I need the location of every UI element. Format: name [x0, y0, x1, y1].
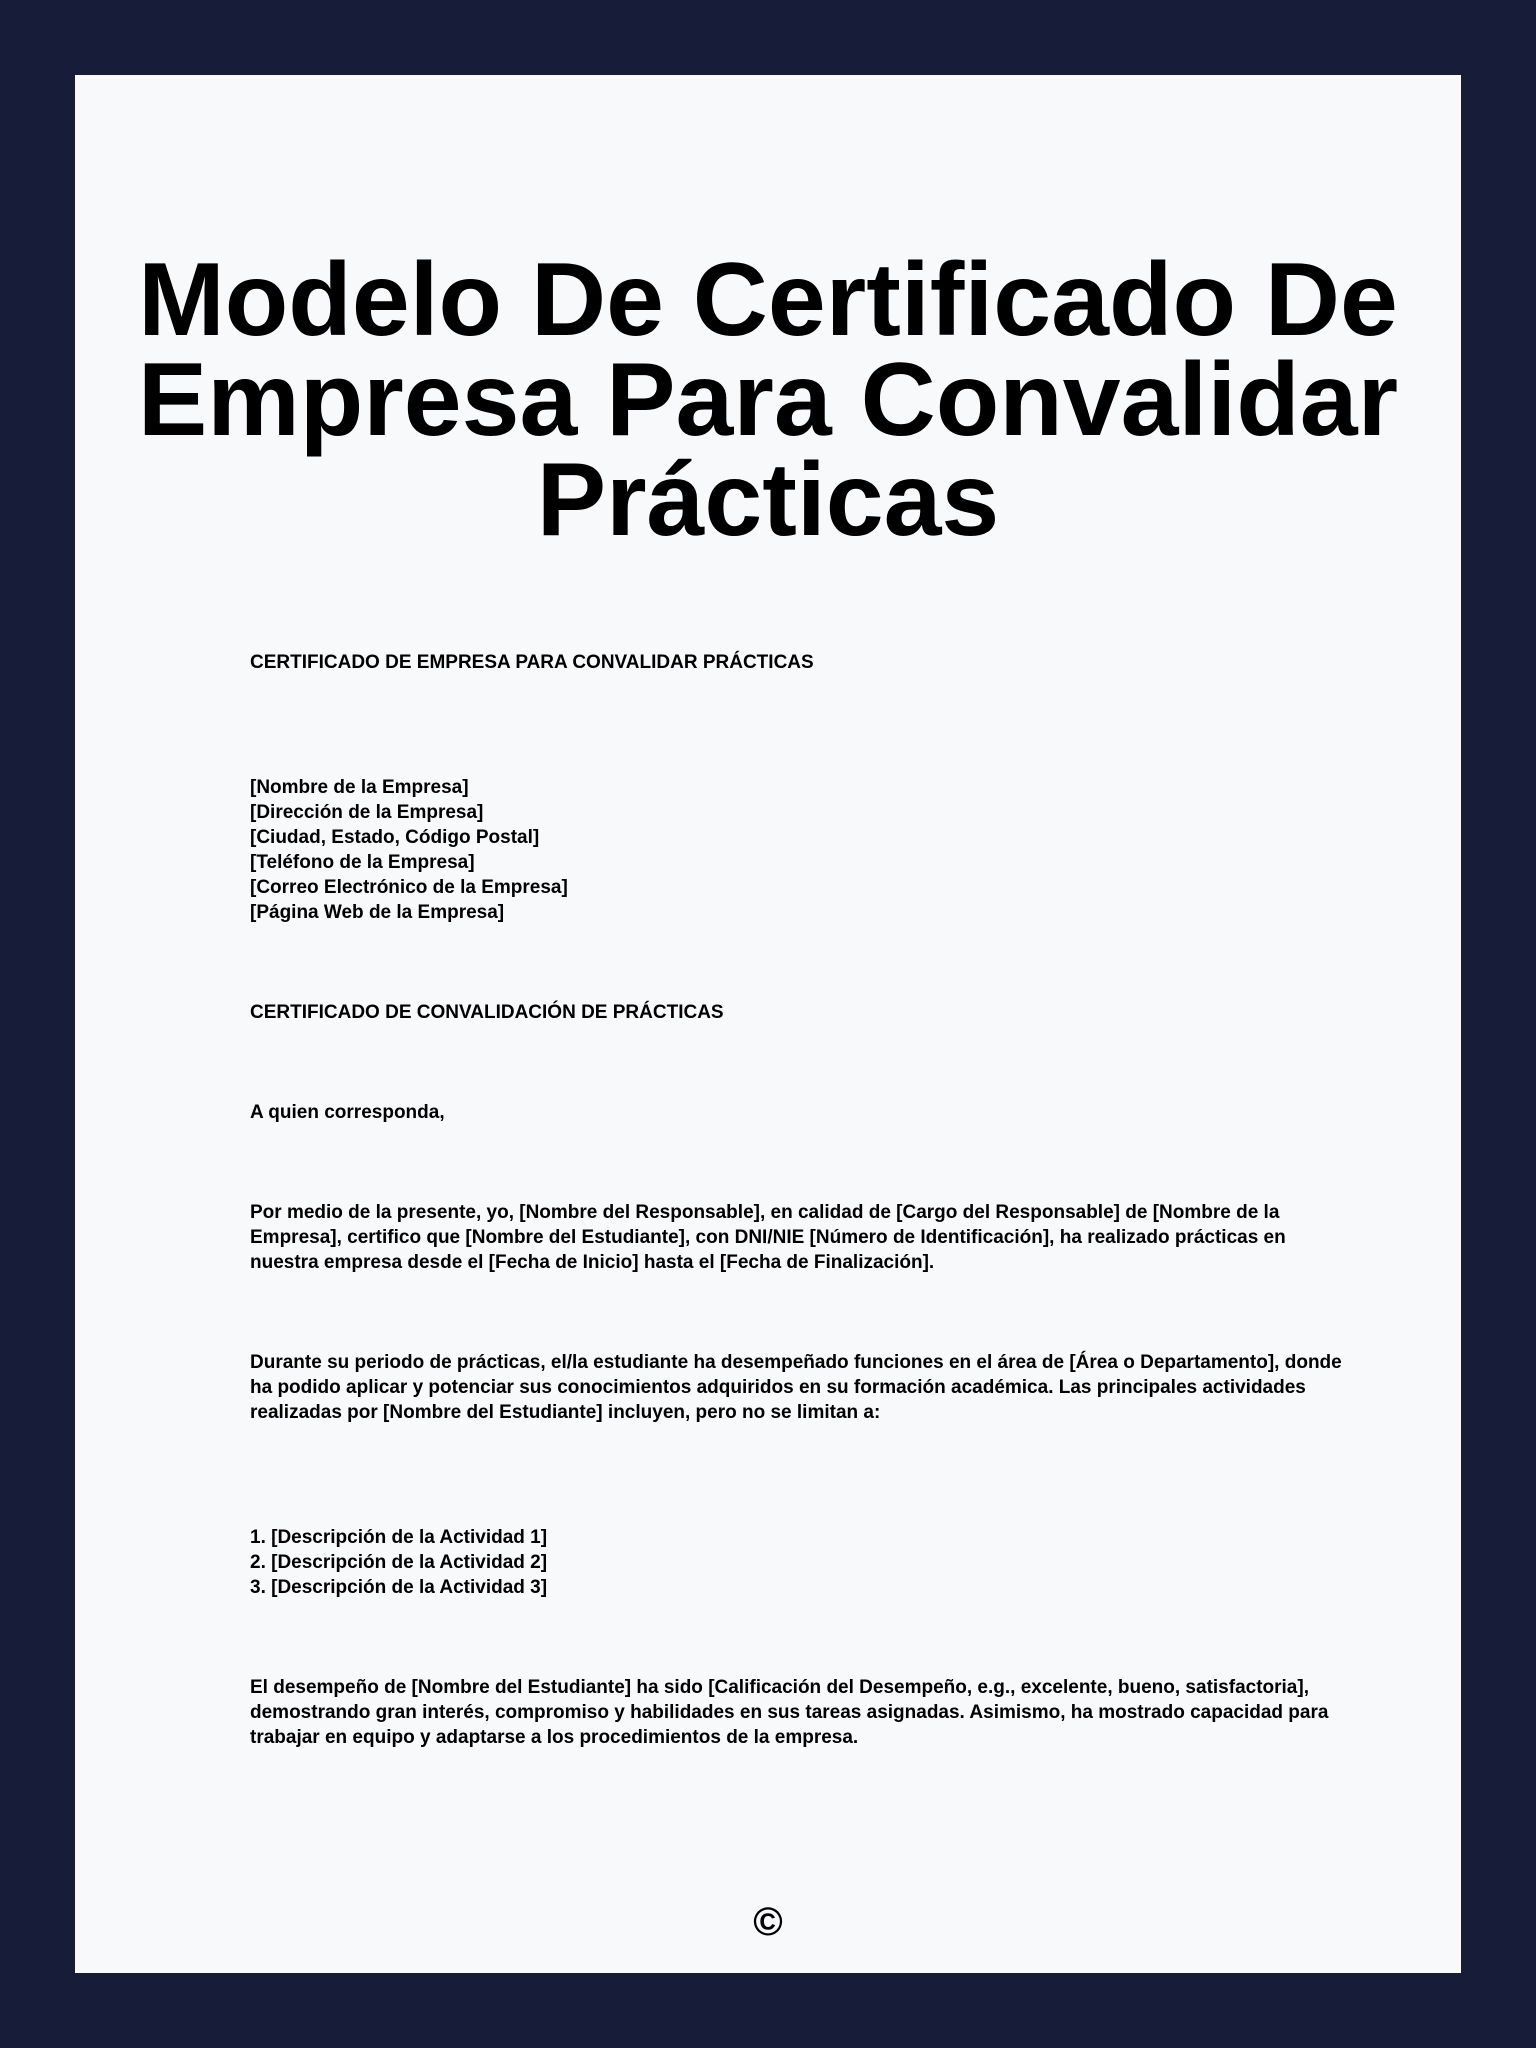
document-title: Modelo De Certificado De Empresa Para Convalidar Prácticas	[137, 242, 1399, 558]
certificate-heading: CERTIFICADO DE EMPRESA PARA CONVALIDAR PRÁCTICAS	[250, 652, 814, 673]
activity-item: 2. [Descripción de la Actividad 2]	[250, 1552, 548, 1573]
company-city: [Ciudad, Estado, Código Postal]	[250, 827, 540, 848]
document-page	[75, 75, 1461, 1973]
copyright-icon: ©	[753, 1900, 783, 1944]
activities-list	[250, 1525, 1350, 1600]
company-email: [Correo Electrónico de la Empresa]	[250, 877, 568, 898]
activity-item: 1. [Descripción de la Actividad 1]	[250, 1527, 548, 1548]
salutation: A quien corresponda,	[250, 1102, 445, 1123]
company-phone: [Teléfono de la Empresa]	[250, 852, 475, 873]
paragraph-performance: El desempeño de [Nombre del Estudiante] ha sido [Calificación del Desempeño, e.g., excelente, bueno, satisfactoria], demostrando gran interés, compromiso y habilidades en sus tareas asignadas. Asimismo, ha mostrado capacidad para trabajar en equipo y adaptarse a los procedimientos de la empresa.	[250, 1677, 1329, 1748]
company-name: [Nombre de la Empresa]	[250, 777, 469, 798]
company-address: [Dirección de la Empresa]	[250, 802, 484, 823]
activity-item: 3. [Descripción de la Actividad 3]	[250, 1577, 548, 1598]
paragraph-duties: Durante su periodo de prácticas, el/la estudiante ha desempeñado funciones en el área de [Área o Departamento], donde ha podido aplicar y potenciar sus conocimientos adquiridos en su formación académica. Las principales actividades realizadas por [Nombre del Estudiante] incluyen, pero no se limitan a:	[250, 1352, 1342, 1423]
company-website: [Página Web de la Empresa]	[250, 902, 505, 923]
certificate-subheading: CERTIFICADO DE CONVALIDACIÓN DE PRÁCTICAS	[250, 1002, 724, 1023]
paragraph-certification: Por medio de la presente, yo, [Nombre del Responsable], en calidad de [Cargo del Responsable] de [Nombre de la Empresa], certifico que [Nombre del Estudiante], con DNI/NIE [Número de Identificación], ha realizado prácticas en nuestra empresa desde el [Fecha de Inicio] hasta el [Fecha de Finalización].	[250, 1202, 1286, 1273]
company-info	[250, 775, 1350, 925]
